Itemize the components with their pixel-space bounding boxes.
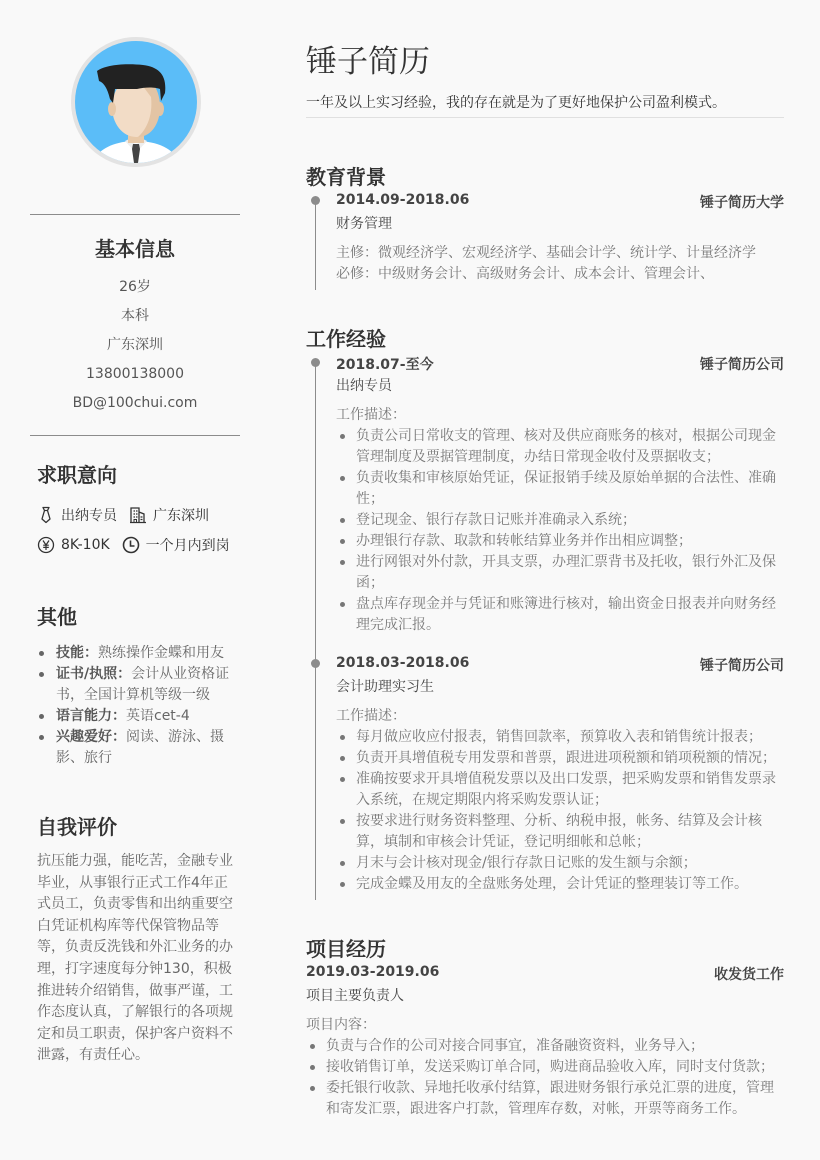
location: 广东深圳 [107,337,163,353]
list-item: 委托银行收款、异地托收承付结算，跟进财务银行承兑汇票的进度，管理和寄发汇票，跟进客户打款，管理库存数，对帐，开票等商务工作。 [306,1078,784,1120]
tie-icon [37,506,55,524]
list-item: 按要求进行财务资料整理、分析、纳税申报，帐务、结算及会计核算，填制和审核会计凭证，登记明细帐和总帐； [336,811,784,853]
phone: 13800138000 [86,366,184,382]
intent-city: 广东深圳 [129,505,209,525]
basic-info-list [30,276,240,421]
intent-salary: 8K-10K [37,536,110,554]
list-item: 接收销售订单，发送采购订单合同，购进商品验收入库，同时支付货款； [306,1057,784,1078]
list-item: 负责收集和审核原始凭证，保证报销手续及原始单据的合法性、准确性； [336,468,784,510]
main-content [306,0,784,1160]
list-item: 语言能力：英语cet-4 [37,706,237,727]
work-description: 工作描述： 每月做应收应付报表，销售回款率，预算收入表和销售统计报表； 负责开具增值税专用发票和普票，跟进进项税额和销项税额的情况； 准确按要求开具增值税发票以及出口发票，把采购发票和销售发票录入系统，在规定期限内将采购发票认证； 按要求进行财务资料整理、分析、纳税申报，帐务、结算及会计核算，填制和审核会计凭证，登记明细帐和总帐； 月末与会计核对现金/银行存款日记账的发生额与余额； 完成金蝶及用友的全盘账务处理，会计凭证的整理装订等工作。 [336,706,784,895]
school-name: 锤子简历大学 [700,195,784,211]
intent-availability: 一个月内到岗 [122,535,230,555]
work-entry-header [336,354,784,374]
courses: 主修：微观经济学、宏观经济学、基础会计学、统计学、计量经济学 必修：中级财务会计、高级财务会计、成本会计、管理会计、 [336,245,756,282]
avatar-illustration-icon [75,41,197,163]
list-item: 负责开具增值税专用发票和普票，跟进进项税额和销项税额的情况； [336,748,784,769]
work-period: 2018.07-至今 [336,357,434,373]
timeline-dot [311,196,320,205]
others-list [37,643,237,769]
job-intent-row-2 [37,534,242,556]
timeline-dot [311,659,320,668]
list-item: 准确按要求开具增值税发票以及出口发票，把采购发票和销售发票录入系统，在规定期限内将采购发票认证； [336,769,784,811]
education-period: 2014.09-2018.06 [336,192,470,208]
sidebar [0,0,270,1160]
clock-icon [122,536,140,554]
building-icon [129,506,147,524]
work-heading: 工作经验 [306,327,386,351]
list-item: 技能：熟练操作金蝶和用友 [37,643,237,664]
divider [30,214,240,215]
list-item: 办理银行存款、取款和转帐结算业务并作出相应调整； [336,531,784,552]
self-eval-heading: 自我评价 [37,815,117,839]
list-item: 负责公司日常收支的管理、核对及供应商账务的核对，根据公司现金管理制度及票据管理制度，办结日常现金收付及票据收支； [336,426,784,468]
timeline-line [315,362,316,900]
email: BD@100chui.com [72,395,198,411]
motto: 一年及以上实习经验，我的存在就是为了更好地保护公司盈利模式。 [306,92,784,118]
job-role: 出纳专员 [336,378,392,394]
work-entry-header [336,655,784,675]
list-item: 兴趣爱好：阅读、游泳、摄影、旅行 [37,727,237,769]
education-level: 本科 [121,308,149,324]
work-description: 工作描述： 负责公司日常收支的管理、核对及供应商账务的核对，根据公司现金管理制度及票据管理制度，办结日常现金收付及票据收支； 负责收集和审核原始凭证，保证报销手续及原始单据的合法性、准确性； 登记现金、银行存款日记账并准确录入系统； 办理银行存款、取款和转帐结算业务并作出相应调整； 进行网银对外付款，开具支票，办理汇票背书及托收，银行外汇及保函； 盘点库存现金并与凭证和账簿进行核对，输出资金日报表并向财务经理完成汇报。 [336,405,784,636]
major: 财务管理 [336,216,392,232]
list-item: 完成金蝶及用友的全盘账务处理，会计凭证的整理装订等工作。 [336,874,784,895]
list-item: 盘点库存现金并与凭证和账簿进行核对，输出资金日报表并向财务经理完成汇报。 [336,594,784,636]
project-period: 2019.03-2019.06 [306,964,440,980]
company-name: 锤子简历公司 [700,357,784,373]
list-item: 每月做应收应付报表，销售回款率，预算收入表和销售统计报表； [336,727,784,748]
job-intent-heading: 求职意向 [37,463,117,487]
list-item: 进行网银对外付款，开具支票，办理汇票背书及托收，银行外汇及保函； [336,552,784,594]
company-name: 锤子简历公司 [700,658,784,674]
basic-info-heading: 基本信息 [95,237,175,261]
list-item: 负责与合作的公司对接合同事宜，准备融资资料，业务导入； [306,1036,784,1057]
project-entry-header [306,964,784,984]
timeline-dot [311,358,320,367]
list-item: 证书/执照：会计从业资格证书，全国计算机等级一级 [37,664,237,706]
others-heading: 其他 [37,605,77,629]
resume-name: 锤子简历 [306,44,430,80]
avatar [71,37,201,167]
divider [30,435,240,436]
list-item: 月末与会计核对现金/银行存款日记账的发生额与余额； [336,853,784,874]
self-eval-text: 抗压能力强，能吃苦，金融专业毕业，从事银行正式工作4年正式员工，负责零售和出纳重要空白凭证机构库等代保管物品等等，负责反洗钱和外汇业务的办理，打字速度每分钟130，积极推进转介绍销售，做事严谨，工作态度认真，了解银行的各项规定和员工职责，保护客户资料不泄露，有责任心。 [37,853,233,1064]
education-heading: 教育背景 [306,165,386,189]
project-role: 项目主要负责人 [306,988,404,1004]
projects-heading: 项目经历 [306,937,386,961]
list-item: 登记现金、银行存款日记账并准确录入系统； [336,510,784,531]
education-entry-header [336,192,784,212]
yen-icon [37,536,55,554]
job-intent-row-1 [37,504,221,526]
timeline-line [315,200,316,290]
project-name: 收发货工作 [714,967,784,983]
intent-position: 出纳专员 [37,505,117,525]
work-period: 2018.03-2018.06 [336,655,470,671]
job-role: 会计助理实习生 [336,679,434,695]
age: 26岁 [119,279,151,295]
project-description: 项目内容： 负责与合作的公司对接合同事宜，准备融资资料，业务导入； 接收销售订单，发送采购订单合同，购进商品验收入库，同时支付货款； 委托银行收款、异地托收承付结算，跟进财务银行承兑汇票的进度，管理和寄发汇票，跟进客户打款，管理库存数，对帐，开票等商务工作。 [306,1015,784,1120]
